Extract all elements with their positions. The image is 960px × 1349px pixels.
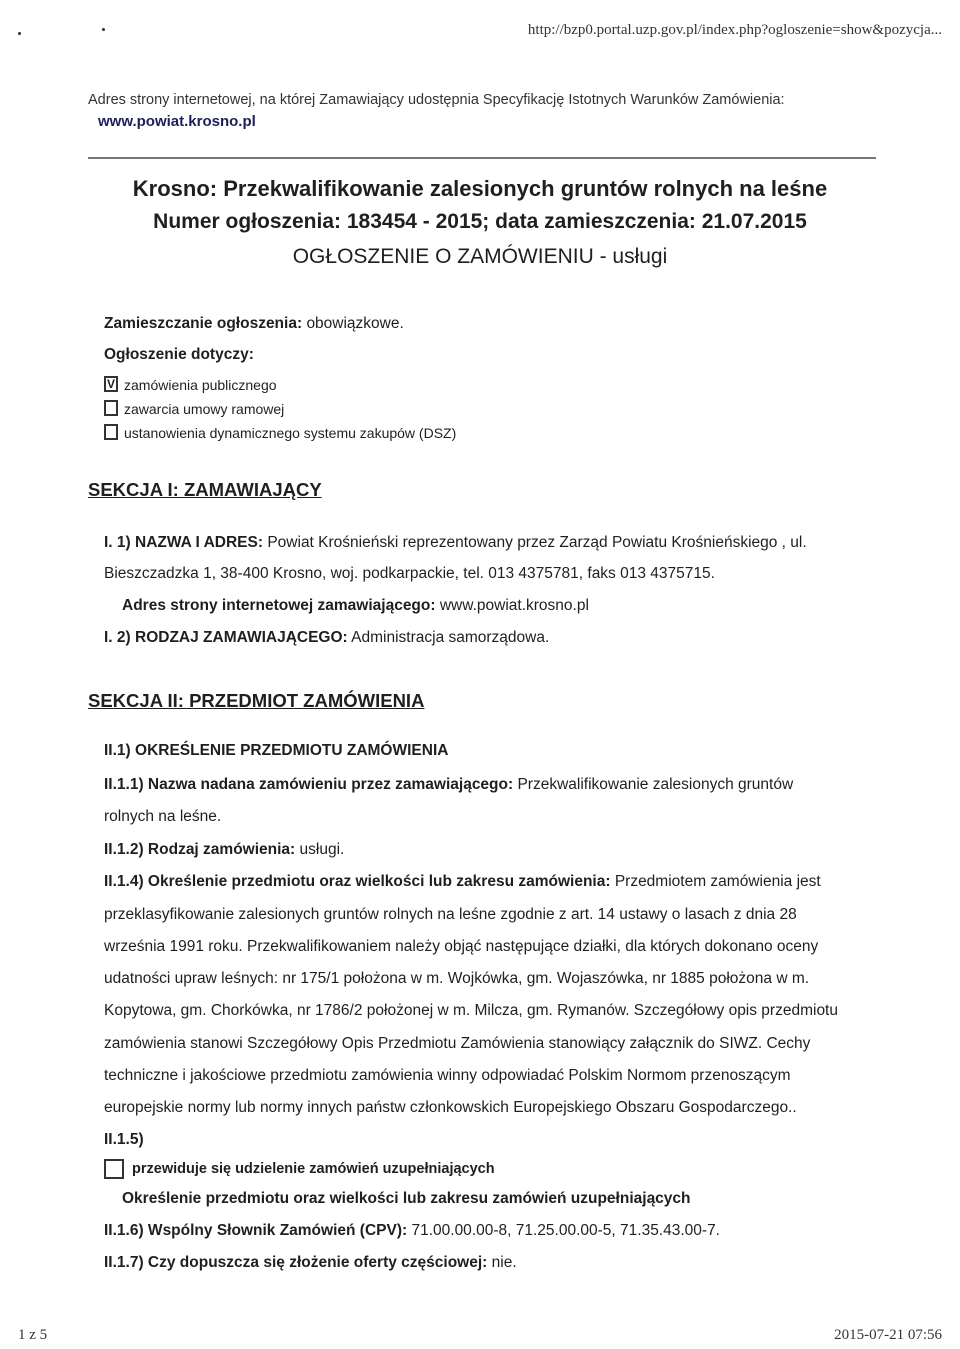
option-public-procurement: zamówienia publicznego bbox=[124, 377, 277, 393]
siwz-address-link[interactable]: www.powiat.krosno.pl bbox=[98, 113, 256, 130]
announcement-type: OGŁOSZENIE O ZAMÓWIENIU - usługi bbox=[292, 245, 668, 268]
section-2-heading: SEKCJA II: PRZEDMIOT ZAMÓWIENIA bbox=[88, 690, 425, 711]
authority-name-label: I. 1) NAZWA I ADRES: bbox=[104, 534, 264, 551]
scope-line: Kopytowa, gm. Chorkówka, nr 1786/2 położonej w m. Milcza, gm. Rymanów. Szczegółowy opis przedmiotu bbox=[104, 1002, 838, 1019]
checkbox-public-procurement[interactable]: V bbox=[104, 376, 118, 392]
scope-line: techniczne i jakościowe przedmiotu zamówienia winny odpowiadać Polskim Normom przenoszącym bbox=[104, 1067, 791, 1084]
scan-speck bbox=[102, 28, 105, 31]
publication-value: obowiązkowe. bbox=[306, 315, 404, 332]
checkbox-dynamic-purchasing[interactable] bbox=[104, 424, 118, 440]
authority-website-row bbox=[122, 597, 589, 615]
contract-name-value-cont: rolnych na leśne. bbox=[104, 808, 222, 825]
scope-row bbox=[104, 873, 821, 891]
authority-type-label: I. 2) RODZAJ ZAMAWIAJĄCEGO: bbox=[104, 629, 348, 646]
checkbox-supplementary-orders[interactable] bbox=[104, 1159, 124, 1179]
contract-kind-value: usługi. bbox=[299, 841, 345, 858]
page-counter: 1 z 5 bbox=[18, 1327, 48, 1343]
partial-offer-label: II.1.7) Czy dopuszcza się złożenie oferty częściowej: bbox=[104, 1254, 488, 1271]
authority-name-value: Powiat Krośnieński reprezentowany przez Zarząd Powiatu Krośnieńskiego , ul. bbox=[267, 534, 807, 551]
scope-line: Przedmiotem zamówienia jest bbox=[614, 873, 821, 890]
scope-label: II.1.4) Określenie przedmiotu oraz wielkości lub zakresu zamówienia: bbox=[104, 873, 611, 890]
cpv-value: 71.00.00.00-8, 71.25.00.00-5, 71.35.43.00-7. bbox=[411, 1222, 720, 1239]
horizontal-rule bbox=[88, 157, 876, 159]
scope-line: udatności upraw leśnych: nr 175/1 położona w m. Wojkówka, gm. Wojaszówka, nr 1885 położona w m. bbox=[104, 970, 810, 987]
contracting-authority-row bbox=[104, 534, 807, 552]
contract-kind-label: II.1.2) Rodzaj zamówienia: bbox=[104, 841, 296, 858]
scope-line: przeklasyfikowanie zalesionych gruntów rolnych na leśne zgodnie z art. 14 ustawy o lasach z dnia 28 bbox=[104, 906, 797, 923]
contract-name-label: II.1.1) Nazwa nadana zamówieniu przez zamawiającego: bbox=[104, 776, 514, 793]
scan-speck bbox=[18, 32, 21, 35]
print-timestamp: 2015-07-21 07:56 bbox=[834, 1327, 942, 1343]
authority-type-value: Administracja samorządowa. bbox=[351, 629, 550, 646]
section-1-heading: SEKCJA I: ZAMAWIAJĄCY bbox=[88, 479, 322, 500]
page-url[interactable]: http://bzp0.portal.uzp.gov.pl/index.php?ogloszenie=show&pozycja... bbox=[527, 22, 942, 38]
supplementary-description: Określenie przedmiotu oraz wielkości lub zakresu zamówień uzupełniających bbox=[122, 1190, 691, 1207]
option-framework-agreement: zawarcia umowy ramowej bbox=[124, 401, 285, 417]
supplementary-option: przewiduje się udzielenie zamówień uzupełniających bbox=[132, 1161, 495, 1177]
authority-address: Bieszczadzka 1, 38-400 Krosno, woj. podkarpackie, tel. 013 4375781, faks 013 4375715. bbox=[104, 565, 715, 582]
partial-offer-row bbox=[104, 1254, 517, 1272]
checkbox-framework-agreement[interactable] bbox=[104, 400, 118, 416]
cpv-row bbox=[104, 1222, 720, 1240]
authority-website-label: Adres strony internetowej zamawiającego: bbox=[122, 597, 436, 614]
section-2-subheading: II.1) OKREŚLENIE PRZEDMIOTU ZAMÓWIENIA bbox=[104, 742, 449, 759]
cpv-label: II.1.6) Wspólny Słownik Zamówień (CPV): bbox=[104, 1222, 408, 1239]
scope-line: września 1991 roku. Przekwalifikowaniem należy objąć następujące działki, dla których dokonano oceny bbox=[104, 938, 819, 955]
contract-name-row bbox=[104, 776, 793, 794]
partial-offer-value: nie. bbox=[491, 1254, 517, 1271]
announcement-number: Numer ogłoszenia: 183454 - 2015; data zamieszczenia: 21.07.2015 bbox=[153, 210, 807, 233]
concerns-heading: Ogłoszenie dotyczy: bbox=[104, 346, 254, 363]
page-title: Krosno: Przekwalifikowanie zalesionych gruntów rolnych na leśne bbox=[132, 176, 828, 201]
publication-row bbox=[104, 315, 404, 333]
option-dynamic-purchasing: ustanowienia dynamicznego systemu zakupów (DSZ) bbox=[124, 425, 457, 441]
authority-website-link[interactable]: www.powiat.krosno.pl bbox=[439, 597, 589, 614]
contract-name-value: Przekwalifikowanie zalesionych gruntów bbox=[517, 776, 794, 793]
authority-type-row bbox=[104, 629, 549, 647]
scope-line: europejskie normy lub normy innych państw członkowskich Europejskiego Obszaru Gospodarczego.. bbox=[104, 1099, 797, 1116]
scope-line: zamówienia stanowi Szczegółowy Opis Przedmiotu Zamówienia stanowiący załącznik do SIWZ. Cechy bbox=[104, 1035, 811, 1052]
contract-kind-row bbox=[104, 841, 344, 859]
supplementary-label: II.1.5) bbox=[104, 1131, 144, 1148]
publication-label: Zamieszczanie ogłoszenia: bbox=[104, 315, 303, 332]
siwz-address-label: Adres strony internetowej, na której Zamawiający udostępnia Specyfikację Istotnych Warunków Zamówienia: bbox=[88, 92, 785, 108]
